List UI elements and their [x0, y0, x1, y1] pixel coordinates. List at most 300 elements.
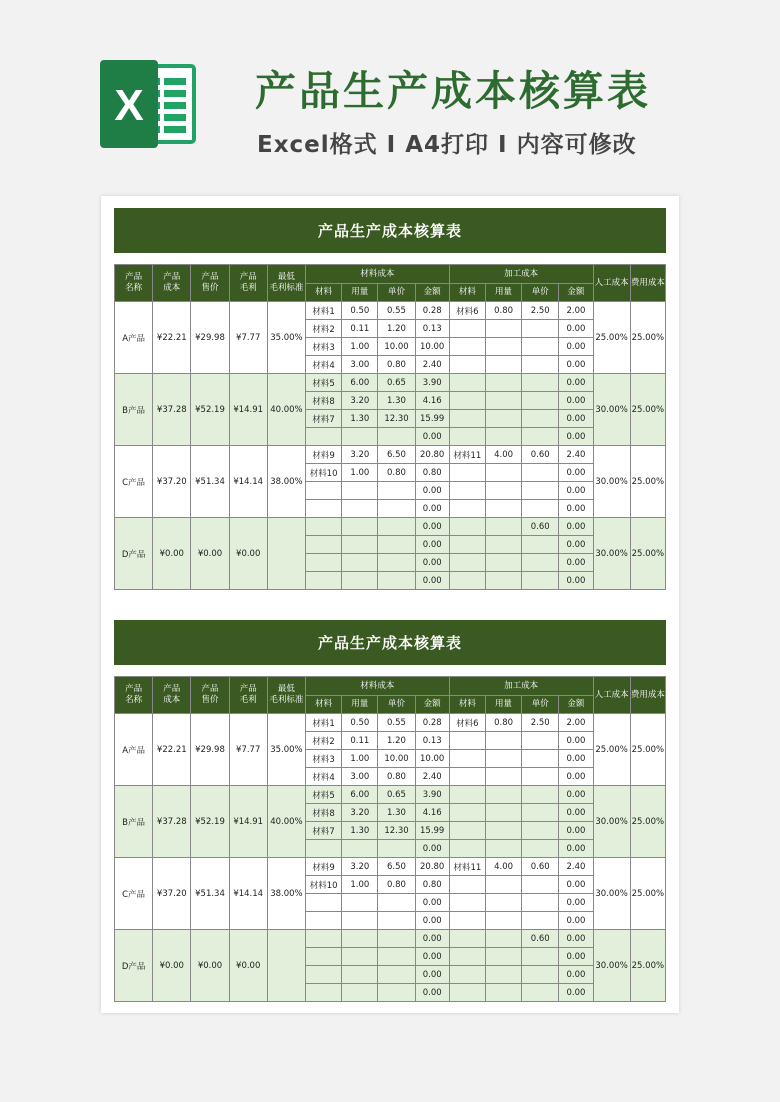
proc-price-cell[interactable]	[522, 750, 559, 768]
proc-material-cell[interactable]	[449, 392, 485, 410]
proc-amount-cell[interactable]: 2.40	[559, 858, 593, 876]
price-cell[interactable]	[378, 554, 415, 572]
amount-cell[interactable]: 0.13	[415, 732, 449, 750]
usage-cell[interactable]: 1.00	[342, 464, 378, 482]
amount-cell[interactable]: 0.00	[415, 930, 449, 948]
price-cell[interactable]: 0.55	[378, 302, 415, 320]
proc-usage-cell[interactable]	[485, 374, 521, 392]
price-cell[interactable]	[378, 572, 415, 590]
proc-price-cell[interactable]	[522, 482, 559, 500]
usage-cell[interactable]: 0.50	[342, 714, 378, 732]
price-cell[interactable]	[378, 428, 415, 446]
proc-usage-cell[interactable]	[485, 356, 521, 374]
price-cell[interactable]	[378, 536, 415, 554]
amount-cell[interactable]: 3.90	[415, 374, 449, 392]
proc-usage-cell[interactable]	[485, 750, 521, 768]
proc-price-cell[interactable]	[522, 554, 559, 572]
price-cell[interactable]: 1.20	[378, 732, 415, 750]
proc-usage-cell[interactable]: 0.80	[485, 714, 521, 732]
proc-material-cell[interactable]	[449, 822, 485, 840]
material-cell[interactable]	[306, 518, 342, 536]
amount-cell[interactable]: 10.00	[415, 338, 449, 356]
proc-material-cell[interactable]: 材料6	[449, 302, 485, 320]
gross-profit-cell[interactable]: ¥14.91	[229, 786, 267, 858]
labor-cost-cell[interactable]: 30.00%	[593, 518, 630, 590]
price-cell[interactable]: 0.65	[378, 786, 415, 804]
usage-cell[interactable]: 3.20	[342, 858, 378, 876]
proc-material-cell[interactable]	[449, 320, 485, 338]
amount-cell[interactable]: 0.00	[415, 572, 449, 590]
proc-price-cell[interactable]	[522, 912, 559, 930]
price-cell[interactable]: 0.80	[378, 876, 415, 894]
proc-price-cell[interactable]: 0.60	[522, 858, 559, 876]
material-cell[interactable]: 材料4	[306, 768, 342, 786]
price-cell[interactable]: 12.30	[378, 822, 415, 840]
proc-material-cell[interactable]	[449, 428, 485, 446]
expense-cost-cell[interactable]: 25.00%	[630, 446, 665, 518]
product-price-cell[interactable]: ¥52.19	[191, 374, 229, 446]
proc-material-cell[interactable]	[449, 410, 485, 428]
usage-cell[interactable]	[342, 536, 378, 554]
product-price-cell[interactable]: ¥0.00	[191, 518, 229, 590]
proc-material-cell[interactable]	[449, 912, 485, 930]
material-cell[interactable]	[306, 536, 342, 554]
proc-price-cell[interactable]	[522, 356, 559, 374]
proc-amount-cell[interactable]: 2.40	[559, 446, 593, 464]
proc-usage-cell[interactable]	[485, 894, 521, 912]
expense-cost-cell[interactable]: 25.00%	[630, 786, 665, 858]
material-cell[interactable]: 材料9	[306, 446, 342, 464]
price-cell[interactable]	[378, 966, 415, 984]
amount-cell[interactable]: 0.80	[415, 464, 449, 482]
amount-cell[interactable]: 10.00	[415, 750, 449, 768]
proc-material-cell[interactable]	[449, 356, 485, 374]
amount-cell[interactable]: 3.90	[415, 786, 449, 804]
amount-cell[interactable]: 0.28	[415, 302, 449, 320]
proc-usage-cell[interactable]	[485, 732, 521, 750]
proc-price-cell[interactable]: 0.60	[522, 930, 559, 948]
proc-price-cell[interactable]	[522, 338, 559, 356]
proc-material-cell[interactable]	[449, 804, 485, 822]
proc-amount-cell[interactable]: 0.00	[559, 912, 593, 930]
usage-cell[interactable]	[342, 966, 378, 984]
amount-cell[interactable]: 0.00	[415, 500, 449, 518]
material-cell[interactable]	[306, 572, 342, 590]
product-name-cell[interactable]: C产品	[115, 446, 153, 518]
product-name-cell[interactable]: D产品	[115, 518, 153, 590]
proc-price-cell[interactable]	[522, 464, 559, 482]
proc-usage-cell[interactable]	[485, 410, 521, 428]
proc-material-cell[interactable]	[449, 786, 485, 804]
proc-amount-cell[interactable]: 0.00	[559, 500, 593, 518]
proc-amount-cell[interactable]: 0.00	[559, 786, 593, 804]
proc-material-cell[interactable]: 材料11	[449, 858, 485, 876]
usage-cell[interactable]: 0.50	[342, 302, 378, 320]
proc-material-cell[interactable]	[449, 840, 485, 858]
proc-material-cell[interactable]	[449, 338, 485, 356]
material-cell[interactable]: 材料3	[306, 338, 342, 356]
proc-amount-cell[interactable]: 0.00	[559, 822, 593, 840]
min-margin-cell[interactable]: 35.00%	[267, 714, 305, 786]
proc-usage-cell[interactable]	[485, 822, 521, 840]
material-cell[interactable]: 材料10	[306, 464, 342, 482]
min-margin-cell[interactable]: 35.00%	[267, 302, 305, 374]
proc-amount-cell[interactable]: 0.00	[559, 464, 593, 482]
product-name-cell[interactable]: A产品	[115, 714, 153, 786]
usage-cell[interactable]	[342, 912, 378, 930]
proc-material-cell[interactable]	[449, 930, 485, 948]
proc-amount-cell[interactable]: 0.00	[559, 930, 593, 948]
product-price-cell[interactable]: ¥51.34	[191, 858, 229, 930]
proc-price-cell[interactable]: 2.50	[522, 302, 559, 320]
proc-amount-cell[interactable]: 0.00	[559, 750, 593, 768]
labor-cost-cell[interactable]: 30.00%	[593, 858, 630, 930]
material-cell[interactable]	[306, 482, 342, 500]
price-cell[interactable]: 6.50	[378, 446, 415, 464]
material-cell[interactable]: 材料5	[306, 374, 342, 392]
material-cell[interactable]: 材料1	[306, 714, 342, 732]
usage-cell[interactable]	[342, 554, 378, 572]
gross-profit-cell[interactable]: ¥14.91	[229, 374, 267, 446]
labor-cost-cell[interactable]: 25.00%	[593, 302, 630, 374]
price-cell[interactable]	[378, 894, 415, 912]
product-cost-cell[interactable]: ¥37.20	[153, 858, 191, 930]
gross-profit-cell[interactable]: ¥14.14	[229, 446, 267, 518]
proc-price-cell[interactable]	[522, 984, 559, 1002]
proc-material-cell[interactable]	[449, 984, 485, 1002]
proc-material-cell[interactable]: 材料11	[449, 446, 485, 464]
proc-usage-cell[interactable]	[485, 536, 521, 554]
proc-usage-cell[interactable]	[485, 876, 521, 894]
expense-cost-cell[interactable]: 25.00%	[630, 930, 665, 1002]
min-margin-cell[interactable]: 38.00%	[267, 858, 305, 930]
proc-usage-cell[interactable]	[485, 482, 521, 500]
material-cell[interactable]	[306, 930, 342, 948]
proc-amount-cell[interactable]: 0.00	[559, 732, 593, 750]
gross-profit-cell[interactable]: ¥0.00	[229, 930, 267, 1002]
proc-price-cell[interactable]: 0.60	[522, 518, 559, 536]
proc-usage-cell[interactable]	[485, 984, 521, 1002]
material-cell[interactable]: 材料3	[306, 750, 342, 768]
proc-usage-cell[interactable]	[485, 930, 521, 948]
proc-amount-cell[interactable]: 0.00	[559, 948, 593, 966]
proc-price-cell[interactable]	[522, 894, 559, 912]
proc-usage-cell[interactable]: 4.00	[485, 858, 521, 876]
product-price-cell[interactable]: ¥29.98	[191, 302, 229, 374]
price-cell[interactable]	[378, 482, 415, 500]
material-cell[interactable]: 材料9	[306, 858, 342, 876]
proc-amount-cell[interactable]: 0.00	[559, 410, 593, 428]
proc-amount-cell[interactable]: 0.00	[559, 518, 593, 536]
labor-cost-cell[interactable]: 25.00%	[593, 714, 630, 786]
proc-price-cell[interactable]: 2.50	[522, 714, 559, 732]
material-cell[interactable]: 材料4	[306, 356, 342, 374]
price-cell[interactable]: 1.20	[378, 320, 415, 338]
amount-cell[interactable]: 15.99	[415, 410, 449, 428]
material-cell[interactable]	[306, 912, 342, 930]
price-cell[interactable]: 1.30	[378, 392, 415, 410]
proc-usage-cell[interactable]: 4.00	[485, 446, 521, 464]
material-cell[interactable]	[306, 500, 342, 518]
min-margin-cell[interactable]	[267, 930, 305, 1002]
usage-cell[interactable]	[342, 930, 378, 948]
proc-price-cell[interactable]	[522, 428, 559, 446]
amount-cell[interactable]: 0.00	[415, 482, 449, 500]
price-cell[interactable]: 10.00	[378, 750, 415, 768]
usage-cell[interactable]	[342, 840, 378, 858]
proc-usage-cell[interactable]	[485, 572, 521, 590]
price-cell[interactable]: 0.80	[378, 464, 415, 482]
proc-price-cell[interactable]	[522, 840, 559, 858]
proc-amount-cell[interactable]: 0.00	[559, 572, 593, 590]
expense-cost-cell[interactable]: 25.00%	[630, 374, 665, 446]
usage-cell[interactable]	[342, 948, 378, 966]
usage-cell[interactable]	[342, 428, 378, 446]
proc-amount-cell[interactable]: 0.00	[559, 356, 593, 374]
expense-cost-cell[interactable]: 25.00%	[630, 714, 665, 786]
proc-material-cell[interactable]	[449, 876, 485, 894]
proc-price-cell[interactable]	[522, 410, 559, 428]
product-price-cell[interactable]: ¥51.34	[191, 446, 229, 518]
proc-material-cell[interactable]	[449, 948, 485, 966]
product-name-cell[interactable]: B产品	[115, 374, 153, 446]
proc-amount-cell[interactable]: 0.00	[559, 966, 593, 984]
usage-cell[interactable]: 6.00	[342, 786, 378, 804]
usage-cell[interactable]: 3.20	[342, 804, 378, 822]
proc-price-cell[interactable]	[522, 876, 559, 894]
expense-cost-cell[interactable]: 25.00%	[630, 518, 665, 590]
labor-cost-cell[interactable]: 30.00%	[593, 786, 630, 858]
proc-usage-cell[interactable]	[485, 500, 521, 518]
material-cell[interactable]	[306, 948, 342, 966]
usage-cell[interactable]	[342, 984, 378, 1002]
product-price-cell[interactable]: ¥29.98	[191, 714, 229, 786]
amount-cell[interactable]: 0.80	[415, 876, 449, 894]
proc-usage-cell[interactable]	[485, 392, 521, 410]
proc-material-cell[interactable]	[449, 894, 485, 912]
proc-price-cell[interactable]: 0.60	[522, 446, 559, 464]
proc-usage-cell[interactable]	[485, 786, 521, 804]
product-cost-cell[interactable]: ¥0.00	[153, 518, 191, 590]
amount-cell[interactable]: 4.16	[415, 392, 449, 410]
proc-amount-cell[interactable]: 0.00	[559, 374, 593, 392]
material-cell[interactable]: 材料8	[306, 804, 342, 822]
amount-cell[interactable]: 0.00	[415, 912, 449, 930]
gross-profit-cell[interactable]: ¥14.14	[229, 858, 267, 930]
material-cell[interactable]	[306, 840, 342, 858]
product-cost-cell[interactable]: ¥37.20	[153, 446, 191, 518]
material-cell[interactable]	[306, 984, 342, 1002]
product-name-cell[interactable]: A产品	[115, 302, 153, 374]
price-cell[interactable]	[378, 500, 415, 518]
gross-profit-cell[interactable]: ¥7.77	[229, 302, 267, 374]
material-cell[interactable]: 材料8	[306, 392, 342, 410]
proc-amount-cell[interactable]: 0.00	[559, 338, 593, 356]
proc-material-cell[interactable]	[449, 482, 485, 500]
amount-cell[interactable]: 0.00	[415, 428, 449, 446]
amount-cell[interactable]: 20.80	[415, 858, 449, 876]
product-cost-cell[interactable]: ¥37.28	[153, 786, 191, 858]
amount-cell[interactable]: 0.00	[415, 948, 449, 966]
proc-amount-cell[interactable]: 0.00	[559, 320, 593, 338]
proc-price-cell[interactable]	[522, 768, 559, 786]
material-cell[interactable]	[306, 554, 342, 572]
proc-price-cell[interactable]	[522, 320, 559, 338]
proc-amount-cell[interactable]: 0.00	[559, 768, 593, 786]
proc-usage-cell[interactable]	[485, 912, 521, 930]
proc-price-cell[interactable]	[522, 374, 559, 392]
price-cell[interactable]: 0.55	[378, 714, 415, 732]
proc-usage-cell[interactable]	[485, 840, 521, 858]
price-cell[interactable]: 12.30	[378, 410, 415, 428]
proc-usage-cell[interactable]: 0.80	[485, 302, 521, 320]
material-cell[interactable]: 材料7	[306, 410, 342, 428]
usage-cell[interactable]: 3.20	[342, 392, 378, 410]
product-price-cell[interactable]: ¥0.00	[191, 930, 229, 1002]
product-cost-cell[interactable]: ¥37.28	[153, 374, 191, 446]
usage-cell[interactable]: 3.20	[342, 446, 378, 464]
amount-cell[interactable]: 0.00	[415, 966, 449, 984]
gross-profit-cell[interactable]: ¥0.00	[229, 518, 267, 590]
min-margin-cell[interactable]: 40.00%	[267, 374, 305, 446]
usage-cell[interactable]: 3.00	[342, 768, 378, 786]
labor-cost-cell[interactable]: 30.00%	[593, 374, 630, 446]
proc-material-cell[interactable]	[449, 750, 485, 768]
proc-material-cell[interactable]	[449, 500, 485, 518]
product-name-cell[interactable]: D产品	[115, 930, 153, 1002]
amount-cell[interactable]: 0.00	[415, 840, 449, 858]
usage-cell[interactable]: 1.00	[342, 750, 378, 768]
amount-cell[interactable]: 0.28	[415, 714, 449, 732]
material-cell[interactable]	[306, 894, 342, 912]
price-cell[interactable]	[378, 840, 415, 858]
amount-cell[interactable]: 0.00	[415, 894, 449, 912]
amount-cell[interactable]: 0.00	[415, 554, 449, 572]
material-cell[interactable]: 材料10	[306, 876, 342, 894]
labor-cost-cell[interactable]: 30.00%	[593, 930, 630, 1002]
proc-amount-cell[interactable]: 0.00	[559, 840, 593, 858]
material-cell[interactable]: 材料7	[306, 822, 342, 840]
proc-material-cell[interactable]	[449, 768, 485, 786]
amount-cell[interactable]: 2.40	[415, 356, 449, 374]
proc-price-cell[interactable]	[522, 732, 559, 750]
product-name-cell[interactable]: B产品	[115, 786, 153, 858]
amount-cell[interactable]: 15.99	[415, 822, 449, 840]
proc-material-cell[interactable]	[449, 554, 485, 572]
proc-price-cell[interactable]	[522, 948, 559, 966]
usage-cell[interactable]	[342, 482, 378, 500]
usage-cell[interactable]: 1.30	[342, 410, 378, 428]
usage-cell[interactable]	[342, 572, 378, 590]
proc-material-cell[interactable]	[449, 518, 485, 536]
price-cell[interactable]: 1.30	[378, 804, 415, 822]
price-cell[interactable]	[378, 912, 415, 930]
usage-cell[interactable]: 6.00	[342, 374, 378, 392]
amount-cell[interactable]: 0.00	[415, 536, 449, 554]
gross-profit-cell[interactable]: ¥7.77	[229, 714, 267, 786]
amount-cell[interactable]: 0.00	[415, 984, 449, 1002]
expense-cost-cell[interactable]: 25.00%	[630, 302, 665, 374]
price-cell[interactable]	[378, 930, 415, 948]
usage-cell[interactable]: 0.11	[342, 732, 378, 750]
min-margin-cell[interactable]: 40.00%	[267, 786, 305, 858]
amount-cell[interactable]: 20.80	[415, 446, 449, 464]
product-cost-cell[interactable]: ¥0.00	[153, 930, 191, 1002]
expense-cost-cell[interactable]: 25.00%	[630, 858, 665, 930]
proc-material-cell[interactable]	[449, 732, 485, 750]
product-name-cell[interactable]: C产品	[115, 858, 153, 930]
product-cost-cell[interactable]: ¥22.21	[153, 714, 191, 786]
proc-usage-cell[interactable]	[485, 554, 521, 572]
price-cell[interactable]: 10.00	[378, 338, 415, 356]
proc-amount-cell[interactable]: 0.00	[559, 876, 593, 894]
proc-material-cell[interactable]	[449, 572, 485, 590]
amount-cell[interactable]: 4.16	[415, 804, 449, 822]
product-cost-cell[interactable]: ¥22.21	[153, 302, 191, 374]
labor-cost-cell[interactable]: 30.00%	[593, 446, 630, 518]
usage-cell[interactable]	[342, 500, 378, 518]
proc-usage-cell[interactable]	[485, 320, 521, 338]
material-cell[interactable]: 材料2	[306, 320, 342, 338]
usage-cell[interactable]: 1.00	[342, 876, 378, 894]
proc-price-cell[interactable]	[522, 966, 559, 984]
proc-amount-cell[interactable]: 0.00	[559, 554, 593, 572]
proc-amount-cell[interactable]: 0.00	[559, 392, 593, 410]
product-price-cell[interactable]: ¥52.19	[191, 786, 229, 858]
proc-usage-cell[interactable]	[485, 428, 521, 446]
proc-price-cell[interactable]	[522, 392, 559, 410]
amount-cell[interactable]: 0.13	[415, 320, 449, 338]
proc-usage-cell[interactable]	[485, 768, 521, 786]
proc-amount-cell[interactable]: 0.00	[559, 894, 593, 912]
proc-amount-cell[interactable]: 0.00	[559, 984, 593, 1002]
usage-cell[interactable]: 1.30	[342, 822, 378, 840]
proc-usage-cell[interactable]	[485, 464, 521, 482]
proc-material-cell[interactable]	[449, 464, 485, 482]
proc-price-cell[interactable]	[522, 786, 559, 804]
price-cell[interactable]: 0.65	[378, 374, 415, 392]
material-cell[interactable]	[306, 966, 342, 984]
price-cell[interactable]	[378, 984, 415, 1002]
proc-price-cell[interactable]	[522, 500, 559, 518]
proc-price-cell[interactable]	[522, 572, 559, 590]
material-cell[interactable]	[306, 428, 342, 446]
proc-material-cell[interactable]	[449, 374, 485, 392]
proc-material-cell[interactable]	[449, 966, 485, 984]
proc-material-cell[interactable]: 材料6	[449, 714, 485, 732]
proc-amount-cell[interactable]: 0.00	[559, 482, 593, 500]
proc-usage-cell[interactable]	[485, 338, 521, 356]
price-cell[interactable]	[378, 948, 415, 966]
material-cell[interactable]: 材料2	[306, 732, 342, 750]
usage-cell[interactable]: 3.00	[342, 356, 378, 374]
usage-cell[interactable]	[342, 894, 378, 912]
proc-usage-cell[interactable]	[485, 966, 521, 984]
min-margin-cell[interactable]	[267, 518, 305, 590]
proc-usage-cell[interactable]	[485, 804, 521, 822]
price-cell[interactable]: 0.80	[378, 356, 415, 374]
price-cell[interactable]: 0.80	[378, 768, 415, 786]
proc-amount-cell[interactable]: 2.00	[559, 302, 593, 320]
proc-usage-cell[interactable]	[485, 518, 521, 536]
proc-price-cell[interactable]	[522, 536, 559, 554]
proc-amount-cell[interactable]: 0.00	[559, 428, 593, 446]
proc-price-cell[interactable]	[522, 804, 559, 822]
proc-price-cell[interactable]	[522, 822, 559, 840]
proc-usage-cell[interactable]	[485, 948, 521, 966]
usage-cell[interactable]: 1.00	[342, 338, 378, 356]
proc-amount-cell[interactable]: 0.00	[559, 536, 593, 554]
